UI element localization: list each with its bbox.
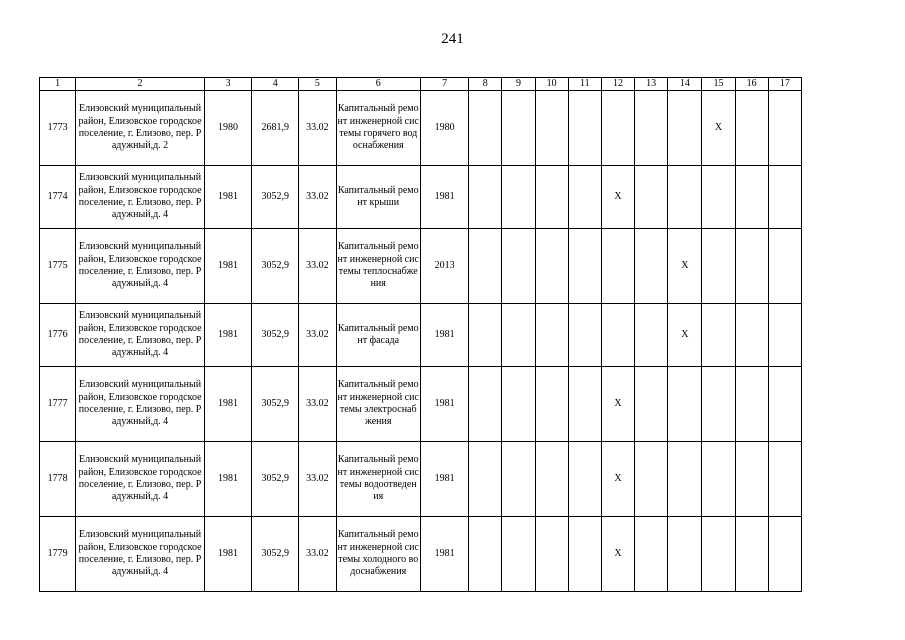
mark-cell bbox=[635, 442, 668, 517]
mark-cell bbox=[568, 229, 601, 304]
mark-cell bbox=[702, 517, 735, 592]
table-row bbox=[40, 91, 802, 166]
column-header: 3 bbox=[204, 78, 251, 91]
row-number-cell: 1777 bbox=[40, 367, 76, 442]
mark-cell bbox=[568, 304, 601, 367]
mark-cell bbox=[768, 517, 801, 592]
row-number-cell: 1774 bbox=[40, 166, 76, 229]
mark-cell bbox=[735, 166, 768, 229]
column-header: 11 bbox=[568, 78, 601, 91]
column-header: 10 bbox=[535, 78, 568, 91]
mark-cell: X bbox=[702, 91, 735, 166]
work-type-cell: Капитальный ремонт инженерной системы электроснабжения bbox=[336, 367, 420, 442]
column-header: 1 bbox=[40, 78, 76, 91]
mark-cell: X bbox=[668, 229, 702, 304]
mark-cell bbox=[635, 367, 668, 442]
column-header: 13 bbox=[635, 78, 668, 91]
work-year-cell: 1981 bbox=[420, 517, 468, 592]
row-number-cell: 1776 bbox=[40, 304, 76, 367]
table-row bbox=[40, 229, 802, 304]
mark-cell bbox=[668, 166, 702, 229]
area-cell: 3052,9 bbox=[252, 229, 299, 304]
repair-schedule-table bbox=[39, 77, 802, 592]
build-year-cell: 1981 bbox=[204, 304, 251, 367]
mark-cell bbox=[768, 442, 801, 517]
column-header: 6 bbox=[336, 78, 420, 91]
mark-cell: X bbox=[668, 304, 702, 367]
build-year-cell: 1981 bbox=[204, 442, 251, 517]
area-cell: 3052,9 bbox=[252, 304, 299, 367]
mark-cell bbox=[702, 229, 735, 304]
mark-cell bbox=[735, 304, 768, 367]
address-cell: Елизовский муниципальный район, Елизовское городское поселение, г. Елизово, пер. Радужный,д. 4 bbox=[76, 367, 205, 442]
mark-cell bbox=[568, 91, 601, 166]
mark-cell bbox=[469, 229, 502, 304]
column-header: 17 bbox=[768, 78, 801, 91]
work-year-cell: 1981 bbox=[420, 304, 468, 367]
mark-cell bbox=[735, 229, 768, 304]
build-year-cell: 1980 bbox=[204, 91, 251, 166]
table-row bbox=[40, 442, 802, 517]
work-year-cell: 1981 bbox=[420, 367, 468, 442]
work-type-cell: Капитальный ремонт фасада bbox=[336, 304, 420, 367]
mark-cell bbox=[502, 166, 535, 229]
mark-cell bbox=[469, 367, 502, 442]
mark-cell bbox=[469, 442, 502, 517]
mark-cell: X bbox=[601, 166, 634, 229]
address-cell: Елизовский муниципальный район, Елизовское городское поселение, г. Елизово, пер. Радужный,д. 2 bbox=[76, 91, 205, 166]
mark-cell bbox=[635, 91, 668, 166]
table-row bbox=[40, 517, 802, 592]
mark-cell bbox=[735, 442, 768, 517]
address-cell: Елизовский муниципальный район, Елизовское городское поселение, г. Елизово, пер. Радужный,д. 4 bbox=[76, 442, 205, 517]
code-cell: 33.02 bbox=[299, 517, 336, 592]
address-cell: Елизовский муниципальный район, Елизовское городское поселение, г. Елизово, пер. Радужный,д. 4 bbox=[76, 304, 205, 367]
area-cell: 2681,9 bbox=[252, 91, 299, 166]
row-number-cell: 1775 bbox=[40, 229, 76, 304]
mark-cell bbox=[668, 442, 702, 517]
mark-cell bbox=[568, 367, 601, 442]
mark-cell bbox=[768, 229, 801, 304]
column-header: 14 bbox=[668, 78, 702, 91]
mark-cell bbox=[702, 367, 735, 442]
work-type-cell: Капитальный ремонт инженерной системы водоотведения bbox=[336, 442, 420, 517]
area-cell: 3052,9 bbox=[252, 517, 299, 592]
mark-cell bbox=[469, 304, 502, 367]
table-row bbox=[40, 304, 802, 367]
mark-cell bbox=[502, 517, 535, 592]
mark-cell bbox=[502, 91, 535, 166]
work-type-cell: Капитальный ремонт инженерной системы горячего водоснабжения bbox=[336, 91, 420, 166]
column-header: 16 bbox=[735, 78, 768, 91]
mark-cell bbox=[502, 229, 535, 304]
row-number-cell: 1773 bbox=[40, 91, 76, 166]
address-cell: Елизовский муниципальный район, Елизовское городское поселение, г. Елизово, пер. Радужный,д. 4 bbox=[76, 229, 205, 304]
mark-cell bbox=[668, 367, 702, 442]
row-number-cell: 1779 bbox=[40, 517, 76, 592]
work-year-cell: 2013 bbox=[420, 229, 468, 304]
column-header: 5 bbox=[299, 78, 336, 91]
mark-cell bbox=[668, 517, 702, 592]
mark-cell bbox=[735, 91, 768, 166]
mark-cell bbox=[668, 91, 702, 166]
mark-cell bbox=[702, 442, 735, 517]
area-cell: 3052,9 bbox=[252, 166, 299, 229]
mark-cell bbox=[469, 517, 502, 592]
mark-cell bbox=[735, 367, 768, 442]
mark-cell bbox=[568, 517, 601, 592]
column-header: 12 bbox=[601, 78, 634, 91]
mark-cell bbox=[502, 304, 535, 367]
mark-cell bbox=[735, 517, 768, 592]
mark-cell bbox=[535, 91, 568, 166]
work-type-cell: Капитальный ремонт крыши bbox=[336, 166, 420, 229]
mark-cell bbox=[768, 304, 801, 367]
build-year-cell: 1981 bbox=[204, 166, 251, 229]
mark-cell bbox=[601, 91, 634, 166]
mark-cell bbox=[601, 229, 634, 304]
column-header: 2 bbox=[76, 78, 205, 91]
mark-cell: X bbox=[601, 442, 634, 517]
build-year-cell: 1981 bbox=[204, 517, 251, 592]
mark-cell bbox=[768, 367, 801, 442]
build-year-cell: 1981 bbox=[204, 367, 251, 442]
work-year-cell: 1980 bbox=[420, 91, 468, 166]
mark-cell bbox=[535, 442, 568, 517]
mark-cell bbox=[535, 517, 568, 592]
mark-cell bbox=[535, 367, 568, 442]
code-cell: 33.02 bbox=[299, 367, 336, 442]
work-year-cell: 1981 bbox=[420, 442, 468, 517]
code-cell: 33.02 bbox=[299, 166, 336, 229]
column-header: 9 bbox=[502, 78, 535, 91]
mark-cell bbox=[635, 304, 668, 367]
column-header: 7 bbox=[420, 78, 468, 91]
work-type-cell: Капитальный ремонт инженерной системы теплоснабжения bbox=[336, 229, 420, 304]
code-cell: 33.02 bbox=[299, 229, 336, 304]
row-number-cell: 1778 bbox=[40, 442, 76, 517]
mark-cell bbox=[535, 166, 568, 229]
mark-cell bbox=[469, 166, 502, 229]
mark-cell bbox=[635, 166, 668, 229]
mark-cell bbox=[768, 166, 801, 229]
header-row bbox=[40, 78, 802, 91]
mark-cell: X bbox=[601, 367, 634, 442]
column-header: 4 bbox=[252, 78, 299, 91]
table-row bbox=[40, 166, 802, 229]
column-header: 15 bbox=[702, 78, 735, 91]
area-cell: 3052,9 bbox=[252, 442, 299, 517]
code-cell: 33.02 bbox=[299, 304, 336, 367]
mark-cell bbox=[469, 91, 502, 166]
work-year-cell: 1981 bbox=[420, 166, 468, 229]
mark-cell bbox=[635, 229, 668, 304]
mark-cell bbox=[502, 367, 535, 442]
address-cell: Елизовский муниципальный район, Елизовское городское поселение, г. Елизово, пер. Радужный,д. 4 bbox=[76, 517, 205, 592]
mark-cell bbox=[702, 166, 735, 229]
build-year-cell: 1981 bbox=[204, 229, 251, 304]
mark-cell bbox=[535, 304, 568, 367]
work-type-cell: Капитальный ремонт инженерной системы холодного водоснабжения bbox=[336, 517, 420, 592]
mark-cell bbox=[568, 442, 601, 517]
table-row bbox=[40, 367, 802, 442]
column-header: 8 bbox=[469, 78, 502, 91]
mark-cell bbox=[601, 304, 634, 367]
mark-cell bbox=[702, 304, 735, 367]
page-number: 241 bbox=[441, 31, 464, 47]
code-cell: 33.02 bbox=[299, 91, 336, 166]
mark-cell: X bbox=[601, 517, 634, 592]
mark-cell bbox=[635, 517, 668, 592]
address-cell: Елизовский муниципальный район, Елизовское городское поселение, г. Елизово, пер. Радужный,д. 4 bbox=[76, 166, 205, 229]
mark-cell bbox=[535, 229, 568, 304]
code-cell: 33.02 bbox=[299, 442, 336, 517]
mark-cell bbox=[768, 91, 801, 166]
mark-cell bbox=[502, 442, 535, 517]
area-cell: 3052,9 bbox=[252, 367, 299, 442]
mark-cell bbox=[568, 166, 601, 229]
